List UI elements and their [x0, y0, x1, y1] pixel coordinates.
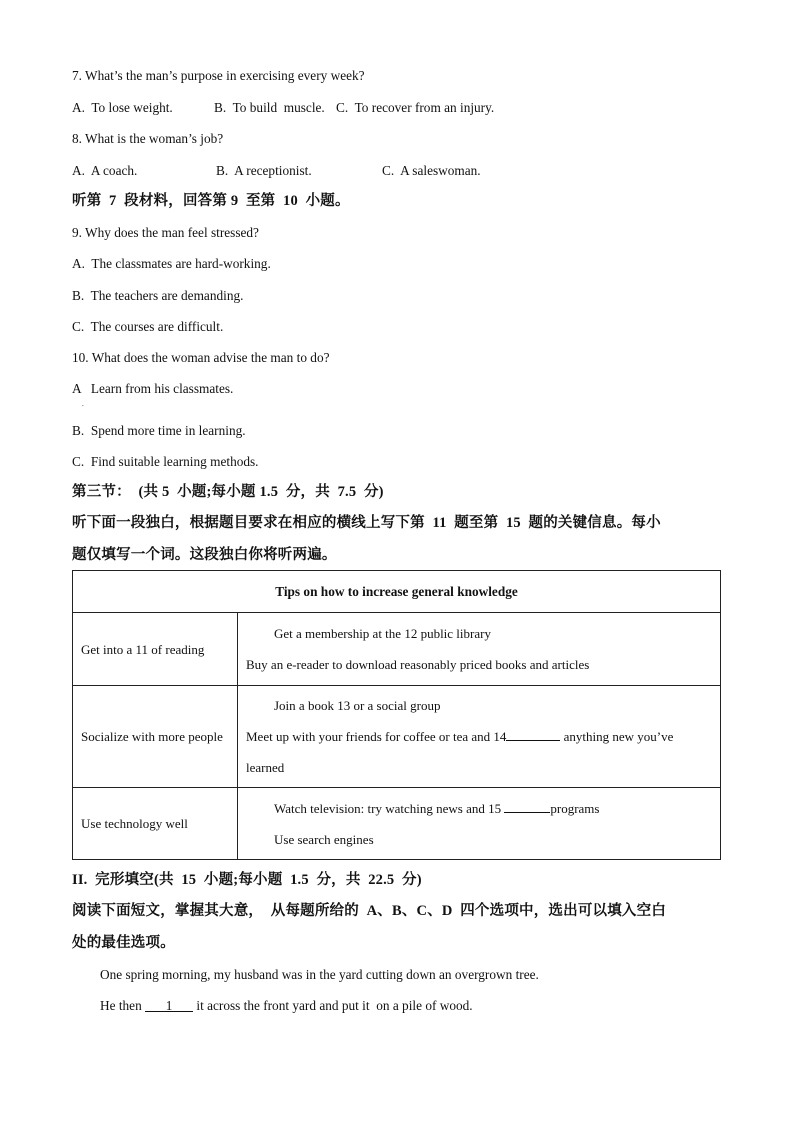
section-7-intro: 听第 7 段材料，回答第 9 至第 10 小题。 — [72, 193, 350, 209]
row-2-line-2 — [246, 721, 714, 752]
q8-option-c: C. A saleswoman. — [382, 163, 481, 178]
row-3-line-2: Use search engines — [274, 831, 374, 847]
row-3-line-1 — [246, 793, 714, 824]
row-2-line-1: Join a book 13 or a social group — [274, 698, 441, 713]
q8-option-a: A. A coach. — [72, 163, 138, 178]
passage-line-2-end: it across the front yard and put it on a pile of wood. — [193, 998, 473, 1013]
part-2-header: II. 完形填空(共 15 小题;每小题 1.5 分，共 22.5 分) — [72, 872, 422, 888]
question-10: 10. What does the woman advise the man to do? — [72, 350, 330, 365]
row-1-content — [238, 613, 721, 686]
row-2-label-text: Socialize with more people — [81, 729, 223, 744]
table-row — [73, 788, 721, 860]
blank-1[interactable] — [145, 999, 193, 1012]
table-title: Tips on how to increase general knowledge — [73, 571, 721, 613]
question-9: 9. Why does the man feel stressed? — [72, 225, 259, 240]
q7-option-a: A. To lose weight. — [72, 100, 173, 115]
passage-line-2 — [100, 999, 473, 1012]
blank-14[interactable] — [506, 728, 560, 741]
table-row — [73, 613, 721, 686]
part-3-header: 第三节： (共 5 小题;每小题 1.5 分，共 7.5 分) — [72, 484, 384, 500]
q8-option-b: B. A receptionist. — [216, 163, 312, 178]
q9-option-b: B. The teachers are demanding. — [72, 288, 244, 303]
row-3-label: Use technology well — [73, 788, 238, 860]
stray-dot: . — [82, 400, 84, 408]
part-3-instructions-line-1: 听下面一段独白，根据题目要求在相应的横线上写下第 11 题至第 15 题的关键信息。每小 — [72, 515, 661, 531]
table-row — [73, 686, 721, 788]
row-2-content — [238, 686, 721, 788]
q10-option-a: A Learn from his classmates. — [72, 381, 234, 396]
passage-line-2-start: He then — [100, 998, 146, 1013]
blank-15[interactable] — [504, 800, 550, 813]
q7-option-c: C. To recover from an injury. — [336, 100, 495, 115]
row-3-line-1-end: programs — [550, 800, 600, 816]
q9-option-c: C. The courses are difficult. — [72, 319, 224, 334]
q10-option-b: B. Spend more time in learning. — [72, 423, 246, 438]
row-1-line-2: Buy an e-reader to download reasonably priced books and articles — [246, 657, 590, 672]
part-2-instructions-line-1: 阅读下面短文，掌握其大意， 从每题所给的 A、B、C、D 四个选项中，选出可以填入空白 — [72, 903, 667, 919]
row-3-content — [238, 788, 721, 860]
q9-option-a: A. The classmates are hard-working. — [72, 256, 271, 271]
row-2-line-3: learned — [246, 760, 285, 775]
question-7: 7. What’s the man’s purpose in exercising every week? — [72, 68, 365, 83]
q10-option-c: C. Find suitable learning methods. — [72, 454, 259, 469]
row-1-line-1: Get a membership at the 12 public library — [274, 626, 491, 641]
tips-table — [72, 570, 721, 860]
question-8: 8. What is the woman’s job? — [72, 131, 224, 146]
row-3-line-1-text: Watch television: try watching news and 15 — [274, 800, 505, 816]
q7-option-b: B. To build muscle. — [214, 100, 325, 115]
row-2-line-2-text: Meet up with your friends for coffee or tea and 14 — [246, 729, 507, 744]
row-1-label: Get into a 11 of reading — [73, 613, 238, 686]
row-2-line-2-end: anything new you’ve — [560, 729, 674, 744]
blank-1-number: 1 — [165, 998, 173, 1013]
row-2-label — [73, 686, 238, 788]
part-2-instructions-line-2: 处的最佳选项。 — [72, 935, 175, 951]
part-3-instructions-line-2: 题仅填写一个词。这段独白你将听两遍。 — [72, 547, 337, 563]
passage-line-1: One spring morning, my husband was in the yard cutting down an overgrown tree. — [100, 967, 539, 982]
